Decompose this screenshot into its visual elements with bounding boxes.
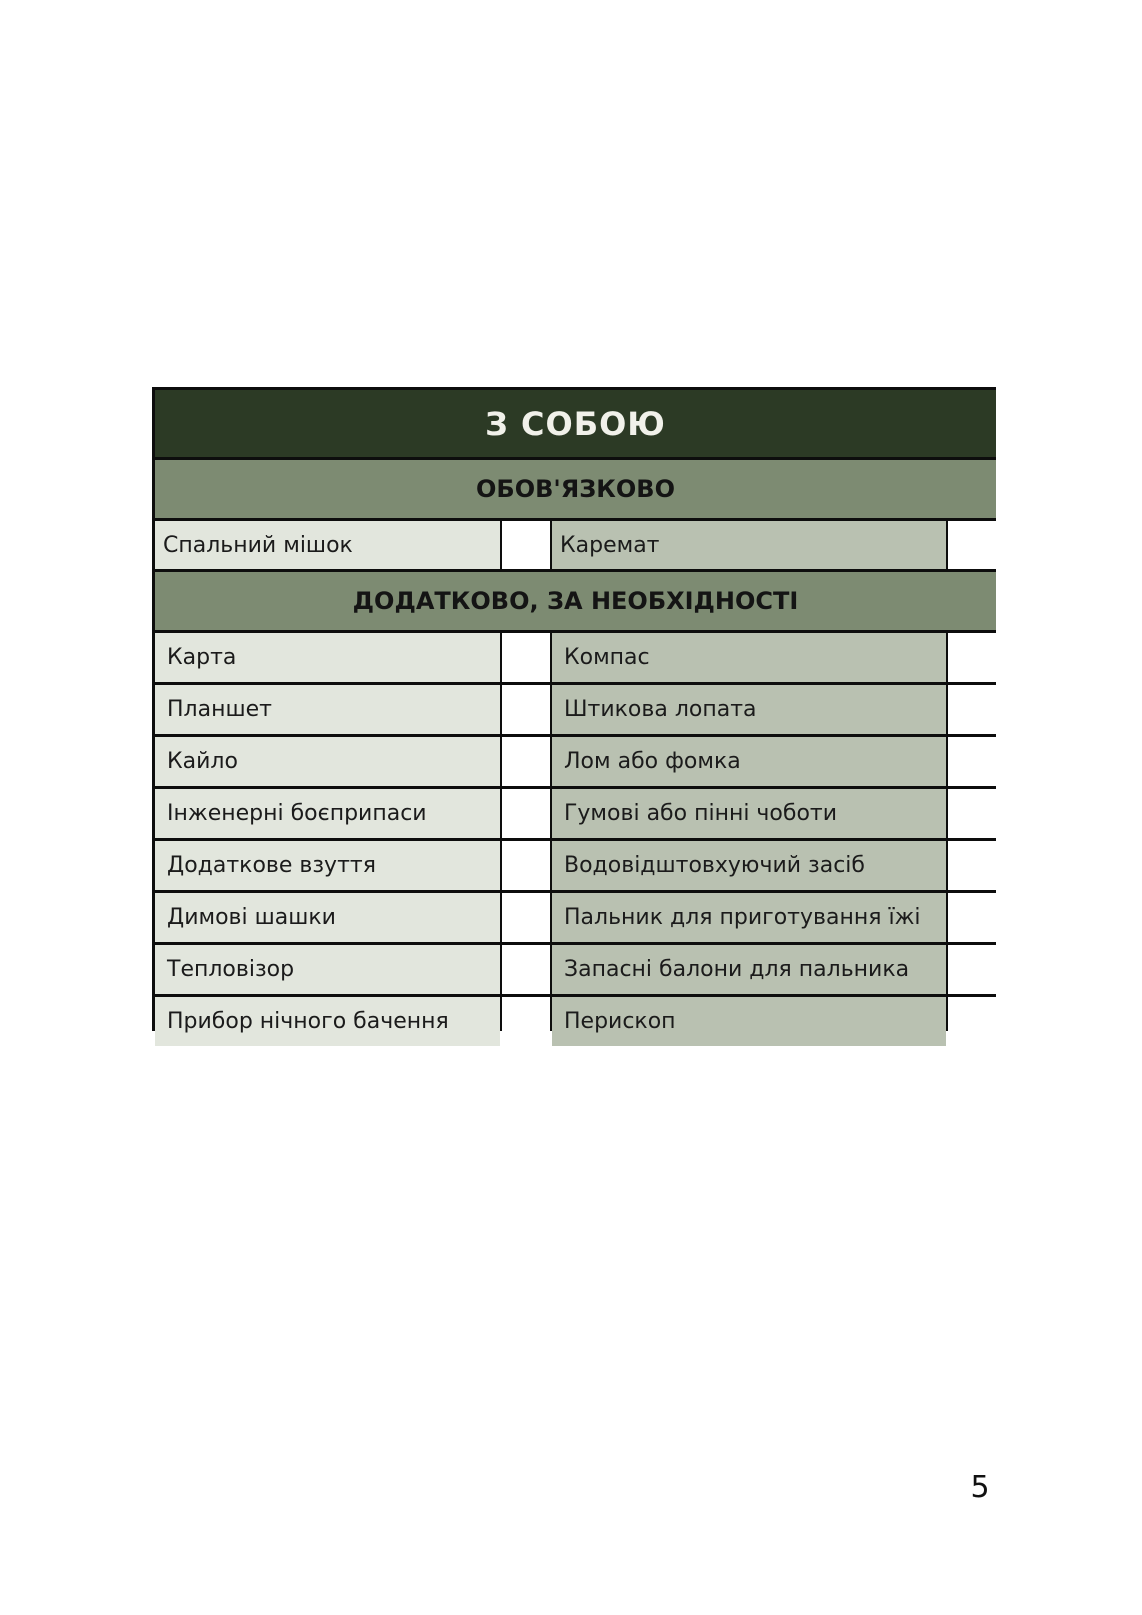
item-label: Гумові або пінні чоботи [552,789,946,838]
item-label: Запасні балони для пальника [552,945,946,994]
item-checkbox[interactable] [948,789,996,838]
item-label: Тепловізор [155,945,500,994]
item-label: Кайло [155,737,500,786]
item-label: Каремат [552,521,946,569]
checklist-table [152,387,996,1034]
item-label: Карта [155,633,500,682]
item-checkbox[interactable] [948,945,996,994]
item-checkbox[interactable] [948,737,996,786]
item-checkbox[interactable] [948,521,996,569]
item-label: Планшет [155,685,500,734]
item-checkbox[interactable] [502,841,550,890]
item-checkbox[interactable] [502,685,550,734]
item-checkbox[interactable] [502,997,550,1046]
item-checkbox[interactable] [948,841,996,890]
item-checkbox[interactable] [502,945,550,994]
item-checkbox[interactable] [502,521,550,569]
item-label: Штикова лопата [552,685,946,734]
item-checkbox[interactable] [948,685,996,734]
table-title: З СОБОЮ [155,390,996,457]
item-checkbox[interactable] [948,893,996,942]
item-checkbox[interactable] [502,633,550,682]
item-checkbox[interactable] [948,997,996,1046]
item-label: Димові шашки [155,893,500,942]
section-heading-optional: ДОДАТКОВО, ЗА НЕОБХІДНОСТІ [155,572,996,630]
item-label: Лом або фомка [552,737,946,786]
item-checkbox[interactable] [502,893,550,942]
item-checkbox[interactable] [948,633,996,682]
item-label: Перископ [552,997,946,1046]
item-label: Компас [552,633,946,682]
item-label: Прибор нічного бачення [155,997,500,1046]
item-label: Водовідштовхуючий засіб [552,841,946,890]
item-label: Додаткове взуття [155,841,500,890]
item-checkbox[interactable] [502,789,550,838]
item-checkbox[interactable] [502,737,550,786]
page-number: 5 [970,1470,990,1505]
item-label: Пальник для приготування їжі [552,893,946,942]
item-label: Спальний мішок [155,521,500,569]
item-label: Інженерні боєприпаси [155,789,500,838]
section-heading-mandatory: ОБОВ'ЯЗКОВО [155,460,996,518]
